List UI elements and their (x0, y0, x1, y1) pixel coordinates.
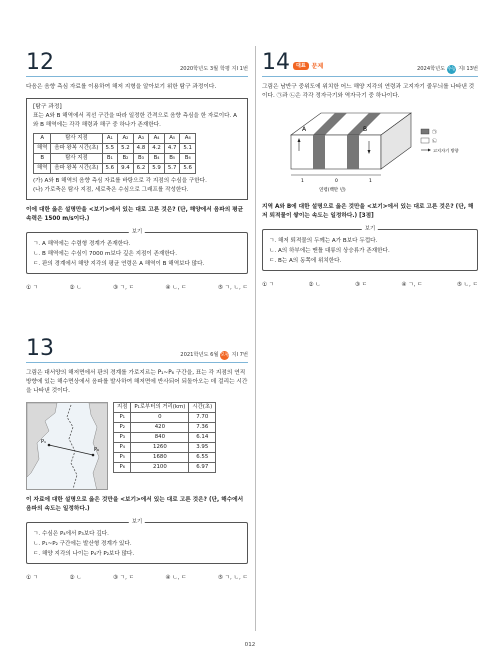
choice-5[interactable]: ⑤ ㄴ, ㄷ (456, 282, 478, 288)
table-cell: 5.2 (118, 144, 134, 154)
question-prompt: 이 자료에 대한 설명으로 옳은 것만을 <보기>에서 있는 대로 고른 것은? (단, 해수에서 음파의 속도는 일정하다.) (26, 497, 244, 513)
table-cell: B₃ (133, 154, 149, 164)
table-cell: 0 (131, 413, 189, 423)
choice-1[interactable]: ① ㄱ (262, 282, 275, 288)
question-14-header (262, 52, 478, 77)
bogi-item: ㄴ. B 해역에는 수심이 7000 m보다 깊은 지점이 존재한다. (33, 251, 177, 257)
table-cell: A₄ (149, 134, 165, 144)
table-cell: 420 (131, 423, 189, 433)
table-cell: 해역 (34, 164, 51, 174)
table-cell: 6.14 (189, 433, 216, 443)
normal-stripe-front (347, 135, 359, 169)
bogi-item: ㄷ. 판의 경계에서 해양 지각의 평균 연령은 A 해역이 B 해역보다 많다. (33, 261, 205, 267)
table-cell: P₃ (114, 433, 131, 443)
table-cell: A₃ (133, 134, 149, 144)
table-cell: 7.70 (189, 413, 216, 423)
table-row (34, 134, 196, 144)
bogi-label: 보기 (129, 228, 145, 237)
table-cell: 탐사 지점 (51, 154, 102, 164)
choice-5[interactable]: ⑤ ㄱ, ㄴ, ㄷ (217, 285, 248, 291)
label-a: A (302, 126, 307, 133)
representative-badge: 대표 (293, 62, 309, 70)
table-cell: 탐사 지점 (51, 134, 102, 144)
question-number-row (262, 52, 323, 74)
choice-3[interactable]: ③ ㄱ, ㄷ (112, 285, 135, 291)
legend-label-dir: 고지자기 방향 (433, 148, 459, 153)
table-cell: 1680 (131, 453, 189, 463)
table-cell: 6.97 (189, 463, 216, 473)
table-cell: A₂ (118, 134, 134, 144)
question-13-header (26, 338, 248, 363)
choice-1[interactable]: ① ㄱ (26, 575, 39, 582)
table-cell: 6.55 (189, 453, 216, 463)
point-p1 (48, 444, 51, 447)
table-cell: 해역 (34, 144, 51, 154)
question-source: 2020학년도 3월 학평 지I 1번 (179, 66, 248, 73)
choice-2[interactable]: ② ㄴ (308, 282, 321, 288)
normal-stripe-front (313, 135, 325, 169)
table-cell: 5.6 (180, 164, 196, 174)
question-13 (26, 338, 248, 582)
table-cell: 4.2 (149, 144, 165, 154)
table-cell: B₁ (102, 154, 118, 164)
column-divider (255, 46, 256, 631)
table-cell: 6.2 (133, 164, 149, 174)
right-column (262, 52, 478, 289)
tick-label: 0 (335, 179, 338, 184)
inquiry-text: 표는 A와 B 해역에서 직선 구간을 따라 일정한 간격으로 음향 측심을 한 자료이다. A와 B 해역에는 각각 해령과 해구 중 하나가 존재한다. (33, 113, 237, 128)
source-badge: 모평 (220, 353, 230, 359)
choice-4[interactable]: ④ ㄴ, ㄷ (165, 575, 187, 582)
table-row (114, 443, 216, 453)
legend-label-b: ㉡ (432, 139, 437, 145)
question-14 (262, 52, 478, 289)
left-column (26, 52, 248, 583)
table-cell: 5.9 (149, 164, 165, 174)
table-cell: 4.7 (164, 144, 180, 154)
table-cell: P₄ (114, 443, 131, 453)
bogi-item: ㄱ. 수심은 P₄에서 P₃보다 깊다. (33, 531, 109, 538)
bogi-box (26, 229, 248, 274)
magnetic-stripe-figure (275, 107, 465, 197)
inquiry-title: [탐구 과정] (33, 104, 62, 110)
choice-3[interactable]: ③ ㄱ, ㄷ (112, 575, 135, 582)
table-row (114, 453, 216, 463)
table-cell: 4.8 (133, 144, 149, 154)
choice-5[interactable]: ⑤ ㄱ, ㄴ, ㄷ (217, 575, 248, 582)
choice-2[interactable]: ② ㄴ (69, 575, 82, 582)
choice-4[interactable]: ④ ㄴ, ㄷ (165, 285, 187, 291)
table-cell: 음파 왕복 시간(초) (51, 164, 102, 174)
table-cell: P₁ (114, 413, 131, 423)
choice-4[interactable]: ④ ㄱ, ㄷ (401, 282, 423, 288)
table-cell: 5.5 (102, 144, 118, 154)
table-cell: B (34, 154, 51, 164)
table-cell: A₆ (180, 134, 196, 144)
atlantic-map (26, 402, 108, 490)
answer-choices (26, 284, 248, 292)
choice-1[interactable]: ① ㄱ (26, 285, 39, 291)
sounding-table (33, 133, 196, 174)
question-source (180, 351, 248, 360)
table-cell: P₂ (114, 423, 131, 433)
question-12 (26, 52, 248, 292)
bogi-item: ㄱ. A 해역에는 수렴형 경계가 존재한다. (33, 241, 131, 247)
table-cell: 1260 (131, 443, 189, 453)
table-cell: 음파 왕복 시간(초) (51, 144, 102, 154)
choice-2[interactable]: ② ㄴ (69, 285, 82, 291)
table-cell: 5.1 (180, 144, 196, 154)
source-prefix: 2021학년도 6월 (180, 351, 219, 358)
question-source (417, 65, 478, 74)
question-prompt: 지역 A와 B에 대한 설명으로 옳은 것만을 <보기>에서 있는 대로 고른 것은? (단, 해저 퇴적물이 쌓이는 속도는 일정하다.) [3점] (262, 204, 474, 219)
point-p6 (92, 454, 95, 457)
table-cell: P₅ (114, 453, 131, 463)
bogi-label: 보기 (129, 518, 145, 527)
table-cell: 5.7 (164, 164, 180, 174)
label-b: B (363, 126, 368, 133)
echo-time-table (113, 402, 216, 473)
legend-arrow-head (428, 149, 431, 152)
source-suffix: 지I 7번 (231, 351, 248, 358)
table-header: P₁로부터의 거리(km) (131, 403, 189, 413)
bogi-item: ㄷ. 해양 지각의 나이는 P₄가 P₂보다 많다. (33, 551, 135, 558)
survey-line (49, 445, 93, 455)
table-cell: 9.4 (118, 164, 134, 174)
table-cell: B₂ (118, 154, 134, 164)
table-row (34, 144, 196, 154)
axis-label: 연령(백만 년) (319, 188, 346, 193)
page-number: 012 (244, 642, 256, 648)
table-cell: 2100 (131, 463, 189, 473)
map-graphic (27, 403, 108, 490)
question-intro: 그림은 대서양의 해저면에서 판의 경계를 가로지르는 P₁~P₆ 구간을, 표는 각 지점의 연직 방향에 있는 해수면상에서 음파를 발사하여 해저면에 반사되어 되돌아오는 데 걸리는 시간을 나타낸 것이다. (26, 370, 248, 395)
table-cell: B₄ (149, 154, 165, 164)
label-p1: P₁ (41, 439, 47, 446)
inquiry-step-na: (나) 가로축은 탐사 지점, 세로축은 수심으로 그래프를 작성한다. (33, 187, 189, 193)
table-header: 지점 (114, 403, 131, 413)
label-p6: P₆ (94, 447, 100, 454)
legend-label-a: ㉠ (432, 130, 437, 136)
source-prefix: 2024학년도 (416, 65, 446, 72)
mid-atlantic-ridge (67, 405, 77, 489)
inquiry-step-ga: (가) A와 B 해역의 음향 측심 자료를 바탕으로 각 지점의 수심을 구한다. (33, 178, 207, 184)
question-intro: 다음은 음향 측심 자료를 이용하여 해저 지형을 알아보기 위한 탐구 과정이다. (26, 84, 217, 90)
table-cell: 3.95 (189, 443, 216, 453)
source-suffix: 지I 13번 (458, 65, 478, 72)
table-cell: 840 (131, 433, 189, 443)
answer-choices (262, 281, 478, 289)
answer-choices (26, 574, 248, 582)
table-cell: 5.6 (102, 164, 118, 174)
table-row (114, 413, 216, 423)
table-header: 시간(초) (189, 403, 216, 413)
bogi-label: 보기 (362, 225, 378, 234)
question-12-header (26, 52, 248, 77)
question-number: 13 (26, 336, 54, 362)
table-cell: B₆ (180, 154, 196, 164)
bogi-item: ㄴ. A의 하부에는 맨틀 대류의 상승류가 존재한다. (269, 248, 390, 254)
bogi-box (262, 226, 478, 271)
figure-row (26, 402, 248, 490)
table-cell: A₅ (164, 134, 180, 144)
choice-3[interactable]: ③ ㄷ (354, 282, 368, 288)
question-number: 14 (262, 50, 290, 75)
table-cell: B₅ (164, 154, 180, 164)
tick-label: 1 (301, 179, 304, 184)
inquiry-box (26, 98, 248, 200)
bogi-item: ㄷ. B는 A의 동쪽에 위치한다. (269, 258, 342, 264)
table-row (114, 463, 216, 473)
stripe-graphic (275, 107, 465, 197)
tick-label: 1 (369, 179, 372, 184)
legend-swatch-a (421, 129, 429, 134)
table-row (34, 164, 196, 174)
question-prompt: 이에 대한 옳은 설명만을 <보기>에서 있는 대로 고른 것은? (단, 해양에서 음파의 평균 속력은 1500 m/s이다.) (26, 207, 244, 222)
crust-front-face (291, 135, 381, 169)
bogi-item: ㄴ. P₁~P₂ 구간에는 발산형 경계가 있다. (33, 541, 132, 548)
bogi-item: ㄱ. 해저 퇴적물의 두께는 A가 B보다 두껍다. (269, 238, 378, 244)
table-row (114, 433, 216, 443)
legend-swatch-b (421, 138, 429, 143)
bogi-box (26, 519, 248, 564)
table-row (114, 423, 216, 433)
representative-tag: 문제 (311, 63, 324, 70)
table-cell: P₆ (114, 463, 131, 473)
table-cell: A₁ (102, 134, 118, 144)
table-cell: A (34, 134, 51, 144)
source-badge: 수능 (447, 67, 457, 72)
question-number: 12 (26, 50, 54, 75)
table-row (34, 154, 196, 164)
question-intro: 그림은 남반구 중위도에 위치한 어느 해양 지각의 연령과 고지자기 줄무늬를 나타낸 것이다. ㉠과 ㉡은 각각 정자극기와 역자극기 중 하나이다. (262, 84, 475, 99)
table-cell: 7.36 (189, 423, 216, 433)
